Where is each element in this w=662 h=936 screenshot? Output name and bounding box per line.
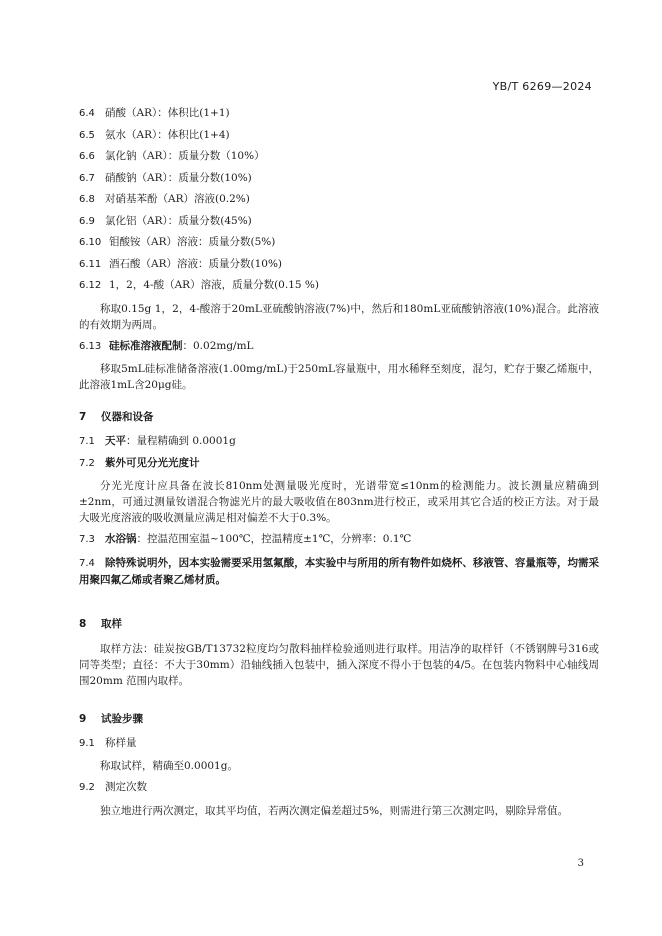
clause-number: 6.12 xyxy=(79,280,102,291)
section-heading-8 xyxy=(79,616,599,631)
section-title: 仪器和设备 xyxy=(101,411,154,423)
doc-code: YB/T 6269—2024 xyxy=(492,80,592,93)
clause-number: 6.8 xyxy=(79,194,95,205)
clause-text: 1，2，4-酸（AR）溶液，质量分数(0.15 %) xyxy=(109,279,319,291)
clause-title: 硅标准溶液配制 xyxy=(109,339,183,352)
clause-text: ：0.02mg/mL xyxy=(182,339,254,352)
clause-text: 氯化钠（AR）：质量分数（10%） xyxy=(105,150,265,162)
paragraph-8: 取样方法：硅炭按GB/T13732粒度均匀散料抽样检验通则进行取样。用洁净的取样钎（不锈钢牌号316或同等类型；直径：不大于30mm）沿轴线插入包装中，插入深度不得小于包装的4/5。在包装内物料中心轴线周围20mm 范围内取样。 xyxy=(79,642,599,687)
clause-title: 天平 xyxy=(105,435,126,447)
clause-number: 6.4 xyxy=(79,108,95,119)
clause-number: 7.2 xyxy=(79,457,95,469)
section-heading-7 xyxy=(79,409,599,424)
reagent-item xyxy=(79,171,599,193)
clause-number: 7.4 xyxy=(79,557,95,569)
section-heading-9 xyxy=(79,711,599,726)
paragraph-9-1: 称取试样，精确至0.0001g。 xyxy=(100,760,238,772)
clause-7-2 xyxy=(79,456,599,478)
clause-7-3 xyxy=(79,532,599,554)
clause-title: 水浴锅 xyxy=(105,533,137,545)
reagent-item xyxy=(79,149,599,171)
clause-number: 6.13 xyxy=(79,340,102,352)
paragraph-7-2: 分光光度计应具备在波长810nm处测量吸光度时，光谱带宽≤10nm的检测能力。波长测量应精确到±2nm，可通过测量钕谱混合物滤光片的最大吸收值在803nm进行校正，或采用其它合适的校正方法。对于最大吸光度溶液的吸收测量应满足相对偏差不大于0.3%。 xyxy=(79,480,599,524)
paragraph-6-13: 移取5mL硅标准储备溶液(1.00mg/mL)于250mL容量瓶中，用水稀释至刻度，混匀，贮存于聚乙烯瓶中，此溶液1mL含20μg硅。 xyxy=(79,363,599,391)
clause-text: 钼酸铵（AR）溶液：质量分数(5%) xyxy=(109,236,276,248)
reagent-item xyxy=(79,106,599,128)
reagent-item xyxy=(79,257,599,279)
page-number: 3 xyxy=(577,858,584,869)
clause-7-4 xyxy=(79,555,599,588)
clause-number: 7.1 xyxy=(79,436,95,447)
clause-number: 7.3 xyxy=(79,534,95,545)
section-number: 8 xyxy=(79,617,87,630)
clause-9-1 xyxy=(79,736,599,758)
clause-number: 6.7 xyxy=(79,172,95,184)
section-number: 9 xyxy=(79,712,87,725)
clause-number: 6.5 xyxy=(79,129,95,141)
reagent-item xyxy=(79,278,599,300)
reagent-item xyxy=(79,192,599,214)
clause-text: 对硝基苯酚（AR）溶液(0.2%) xyxy=(105,193,250,205)
clause-title: 紫外可见分光光度计 xyxy=(105,456,200,469)
reagent-item xyxy=(79,128,599,150)
reagent-item xyxy=(79,214,599,236)
clause-number: 9.1 xyxy=(79,737,95,749)
paragraph-9-2: 独立地进行两次测定，取其平均值，若两次测定偏差超过5%，则需进行第三次测定吗，剔除异常值。 xyxy=(100,804,569,817)
section-title: 试验步骤 xyxy=(101,712,143,725)
clause-number: 6.11 xyxy=(79,258,102,270)
clause-text: 硝酸（AR）：体积比(1+1) xyxy=(105,107,230,119)
clause-7-1 xyxy=(79,434,599,456)
clause-number: 9.2 xyxy=(79,782,95,793)
document-body xyxy=(79,106,599,825)
reagent-item xyxy=(79,235,599,257)
clause-6-13 xyxy=(79,339,599,361)
clause-9-2 xyxy=(79,780,599,802)
clause-text: 测定次数 xyxy=(105,781,147,793)
clause-text: 氨水（AR）：体积比(1+4) xyxy=(105,128,230,141)
clause-text: 硝酸钠（AR）：质量分数(10%) xyxy=(105,171,252,184)
clause-text: ：控温范围室温~100℃，控温精度±1℃，分辨率：0.1℃ xyxy=(136,533,412,545)
clause-text: 除特殊说明外，因本实验需要采用氢氟酸，本实验中与所用的所有物件如烧杯、移液管、容量瓶等，均需采用聚四氟乙烯或者聚乙烯材质。 xyxy=(79,556,599,586)
clause-number: 6.6 xyxy=(79,151,95,162)
clause-text: ：量程精确到 0.0001g xyxy=(126,435,236,447)
section-number: 7 xyxy=(79,411,87,423)
clause-text: 氯化铝（AR）：质量分数(45%) xyxy=(105,214,252,227)
clause-text: 酒石酸（AR）溶液：质量分数(10%) xyxy=(109,257,283,270)
clause-number: 6.9 xyxy=(79,215,95,227)
clause-text: 称样量 xyxy=(105,736,137,749)
clause-number: 6.10 xyxy=(79,237,102,248)
section-title: 取样 xyxy=(101,617,122,630)
paragraph-6-12: 称取0.15g 1，2，4-酸溶于20mL亚硫酸钠溶液(7%)中，然后和180mL亚硫酸钠溶液(10%)混合。此溶液的有效期为两周。 xyxy=(79,302,599,331)
